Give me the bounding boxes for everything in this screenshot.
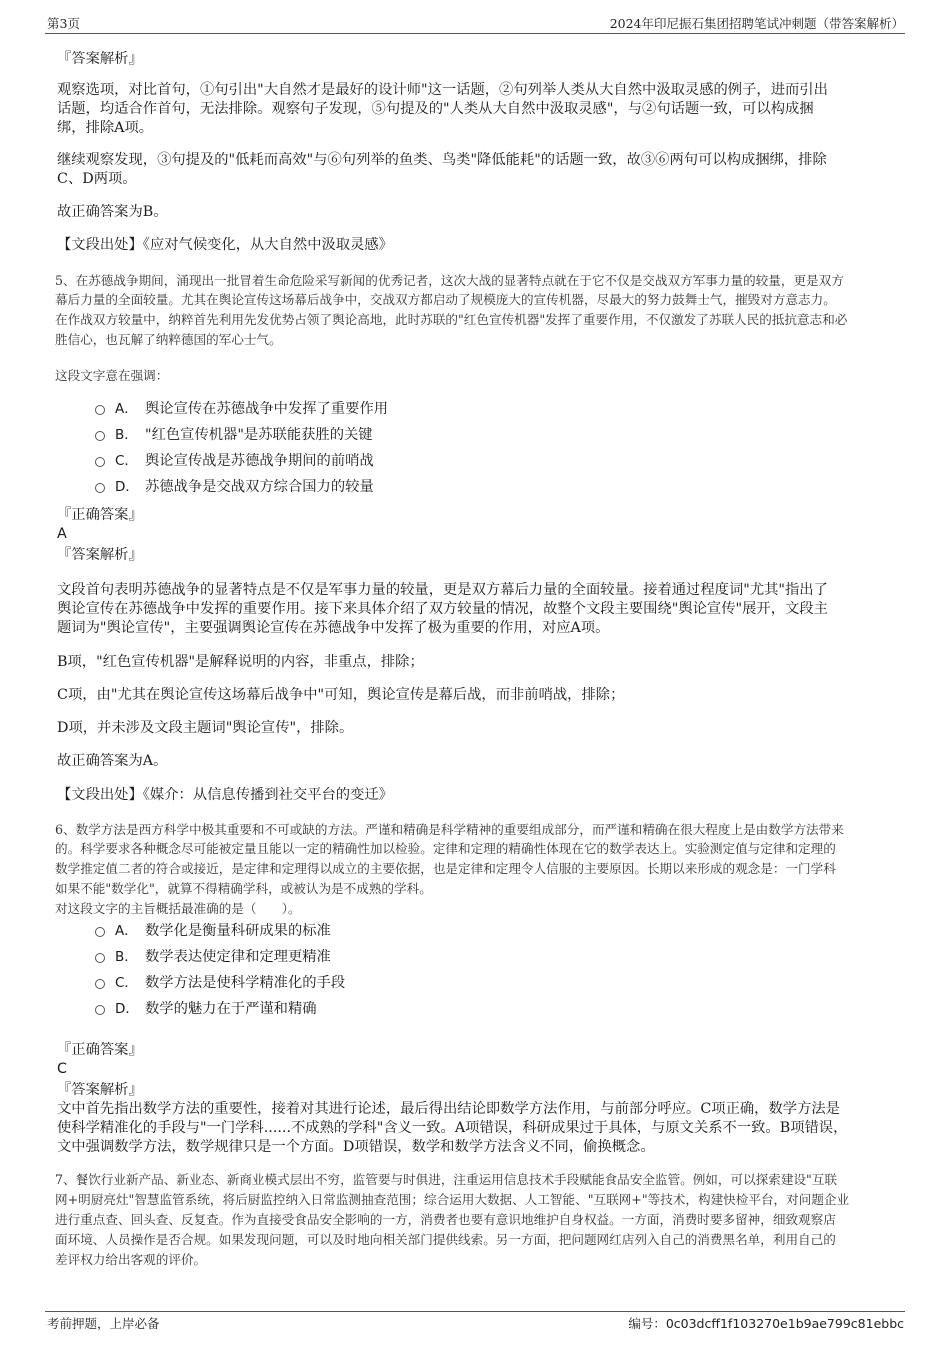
radio-icon[interactable]: [95, 483, 105, 493]
radio-icon[interactable]: [95, 953, 105, 963]
radio-icon[interactable]: [95, 457, 105, 467]
text-line: 进行重点查、回头查、反复查。作为直接受食品安全影响的一方，消费者也要有意识地维护自身权益。一方面，消费时要多留神，细致观察店: [55, 1212, 836, 1227]
q5-note-b: B项，"红色宣传机器"是解释说明的内容，非重点，排除；: [57, 654, 424, 670]
q6-correct-answer: C: [57, 1061, 67, 1077]
text-line: 如果不能"数学化"，就算不得精确学科，或被认为是不成熟的学科。: [55, 881, 432, 896]
option-letter: C．: [115, 975, 138, 991]
text-line: 数学推定值二者的符合或接近，是定律和定理得以成立的主要依据，也是定律和定理令人信服的主要原因。长期以来形成的观念是：一门学科: [55, 861, 836, 876]
option-text: 舆论宣传战是苏德战争期间的前哨战: [145, 453, 374, 469]
radio-icon[interactable]: [95, 431, 105, 441]
q5-analysis-label: 『答案解析』: [57, 547, 143, 563]
document-title: 2024年印尼振石集团招聘笔试冲刺题（带答案解析）: [609, 16, 904, 31]
option-text: 数学表达使定律和定理更精准: [145, 949, 331, 965]
radio-icon[interactable]: [95, 979, 105, 989]
option-letter: D．: [115, 479, 139, 495]
option-letter: B．: [115, 949, 138, 965]
text-line: 胜信心，也瓦解了纳粹德国的军心士气。: [55, 332, 282, 347]
text-line: 题词为"舆论宣传"，主要强调舆论宣传在苏德战争中发挥了极为重要的作用，对应A项。: [57, 620, 610, 636]
text-line: 使科学精准化的手段与"一门学科......不成熟的学科"含义一致。A项错误，科研成果过于具体，与原文关系不一致。B项错误，: [57, 1120, 848, 1136]
text-line: 在作战双方较量中，纳粹首先利用先发优势占领了舆论高地，此时苏联的"红色宣传机器"发挥了重要作用，不仅激发了苏联人民的抵抗意志和必: [55, 312, 848, 327]
text-line: 绑，排除A项。: [57, 120, 154, 136]
footer-slogan: 考前押题，上岸必备: [47, 1316, 160, 1331]
text-line: 舆论宣传在苏德战争中发挥的重要作用。接下来具体介绍了双方较量的情况，故整个文段主要围绕"舆论宣传"展开，文段主: [57, 601, 828, 617]
q4-source: 【文段出处】《应对气候变化，从大自然中汲取灵感》: [57, 237, 393, 253]
footer-code-value: 0c03dcff1f103270e1b9ae799c81ebbc: [665, 1316, 904, 1331]
text-line: 6、数学方法是西方科学中极其重要和不可或缺的方法。严谨和精确是科学精神的重要组成部分，而严谨和精确在很大程度上是由数学方法带来: [55, 822, 844, 837]
radio-icon[interactable]: [95, 1005, 105, 1015]
text-line: 文中首先指出数学方法的重要性，接着对其进行论述，最后得出结论即数学方法作用，与前部分呼应。C项正确，数学方法是: [57, 1101, 840, 1117]
text-line: 网+明厨亮灶"智慧监管系统，将后厨监控纳入日常监测抽查范围；综合运用大数据、人工智能、"互联网+"等技术，构建快检平台，对问题企业: [55, 1192, 850, 1207]
option-letter: B．: [115, 427, 138, 443]
q6-analysis-label: 『答案解析』: [57, 1082, 143, 1098]
text-line: 继续观察发现，③句提及的"低耗而高效"与⑥句列举的鱼类、鸟类"降低能耗"的话题一致，故③⑥两句可以构成捆绑，排除: [57, 152, 827, 168]
q6-correct-label: 『正确答案』: [57, 1042, 143, 1058]
radio-icon[interactable]: [95, 927, 105, 937]
option-text: 数学化是衡量科研成果的标准: [145, 923, 331, 939]
text-line: 幕后力量的全面较量。尤其在舆论宣传这场幕后战争中，交战双方都启动了规模庞大的宣传机器，尽最大的努力鼓舞士气，摧毁对方意志力。: [55, 292, 836, 307]
text-line: 5、在苏德战争期间，涌现出一批冒着生命危险采写新闻的优秀记者，这次大战的显著特点就在于它不仅是交战双方军事力量的较量，更是双方: [55, 273, 844, 288]
text-line: 7、餐饮行业新产品、新业态、新商业模式层出不穷，监管要与时俱进，注重运用信息技术手段赋能食品安全监管。例如，可以探索建设"互联: [55, 1172, 838, 1187]
q5-correct-answer: A: [57, 526, 67, 542]
option-letter: A．: [115, 923, 138, 939]
q5-correct-label: 『正确答案』: [57, 507, 143, 523]
q5-note-c: C项，由"尤其在舆论宣传这场幕后战争中"可知，舆论宣传是幕后战，而非前哨战，排除；: [57, 687, 625, 703]
q5-source: 【文段出处】《媒介：从信息传播到社交平台的变迁》: [57, 787, 393, 803]
footer-code-label: 编号：: [628, 1316, 666, 1331]
text-line: 对这段文字的主旨概括最准确的是（ ）。: [55, 901, 301, 916]
text-line: 面环境、人员操作是否合规。如果发现问题，可以及时地向相关部门提供线索。另一方面，把问题网红店列入自己的消费黑名单，利用自己的: [55, 1232, 836, 1247]
text-line: 文中强调数学方法，数学规律只是一个方面。D项错误，数学和数学方法含义不同，偷换概念。: [57, 1139, 655, 1155]
option-letter: C．: [115, 453, 138, 469]
q4-conclusion: 故正确答案为B。: [57, 204, 168, 220]
q5-prompt: 这段文字意在强调：: [55, 368, 169, 383]
q5-conclusion: 故正确答案为A。: [57, 753, 168, 769]
footer-code: [628, 1314, 904, 1332]
text-line: 文段首句表明苏德战争的显著特点是不仅是军事力量的较量，更是双方幕后力量的全面较量。接着通过程度词"尤其"指出了: [57, 582, 828, 598]
radio-icon[interactable]: [95, 405, 105, 415]
header-divider: [45, 33, 905, 34]
text-line: 的。科学要求各种概念尽可能被定量且能以一定的精确性加以检验。定律和定理的精确性体现在它的数学表达上。实验测定值与定律和定理的: [55, 841, 836, 856]
q4-analysis-label: 『答案解析』: [57, 51, 143, 67]
option-letter: A．: [115, 401, 138, 417]
footer-divider: [45, 1311, 905, 1312]
option-letter: D．: [115, 1001, 139, 1017]
text-line: 话题，均适合作首句，无法排除。观察句子发现，⑤句提及的"人类从大自然中汲取灵感"，与②句话题一致，可以构成捆: [57, 101, 814, 117]
option-text: "红色宣传机器"是苏联能获胜的关键: [145, 427, 373, 443]
option-text: 舆论宣传在苏德战争中发挥了重要作用: [145, 401, 389, 417]
option-text: 数学方法是使科学精准化的手段: [145, 975, 346, 991]
text-line: 观察选项，对比首句，①句引出"大自然才是最好的设计师"这一话题，②句列举人类从大自然中汲取灵感的例子，进而引出: [57, 82, 828, 98]
text-line: C、D两项。: [57, 171, 137, 187]
text-line: 差评权力给出客观的评价。: [55, 1252, 207, 1267]
page-number: 第3页: [47, 16, 80, 31]
q5-note-d: D项，并未涉及文段主题词"舆论宣传"，排除。: [57, 720, 354, 736]
option-text: 苏德战争是交战双方综合国力的较量: [145, 479, 374, 495]
option-text: 数学的魅力在于严谨和精确: [145, 1001, 317, 1017]
